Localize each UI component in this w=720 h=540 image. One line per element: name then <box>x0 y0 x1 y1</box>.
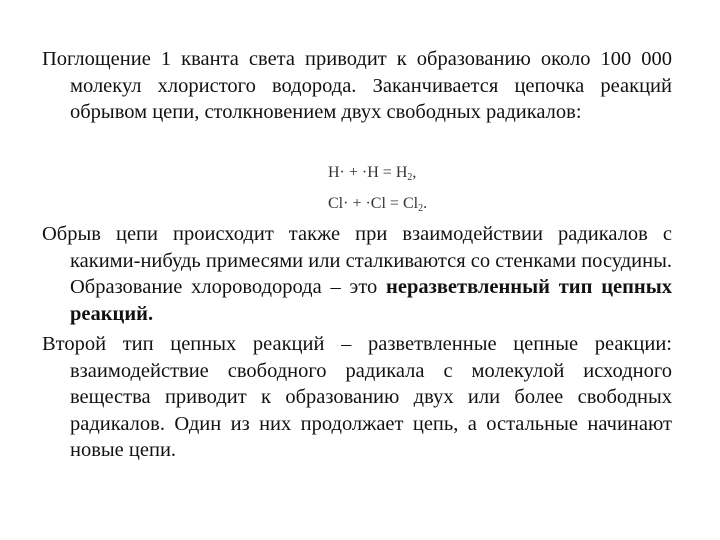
paragraph-branched-reactions <box>42 331 672 464</box>
equation-chlorine-subscript: 2 <box>418 203 424 214</box>
paragraph2-end: . <box>148 302 154 325</box>
paragraph2-bold-term: неразветвленный тип цепных реакций <box>70 276 672 325</box>
paragraph1-text: Поглощение 1 кванта света приводит к образованию около 100 000 молекул хлористого водорода. Заканчивается цепочка реакций обрывом цепи, столкновением двух свободных радикалов: <box>42 48 672 123</box>
equation-hydrogen-tail: , <box>412 164 417 181</box>
paragraph-impurities <box>42 221 672 327</box>
equation-chlorine-lhs: Cl· + ·Cl = Cl <box>328 195 419 212</box>
paragraph2-text: Обрыв цепи происходит также при взаимодействии радикалов с какими-нибудь примесями или сталкиваются со стенками посудины. Образование хлороводорода – это <box>42 223 672 298</box>
paragraph-chain-termination <box>42 46 672 126</box>
equation-hydrogen-lhs: H· + ·H = H <box>328 164 408 181</box>
equation-hydrogen-subscript: 2 <box>407 172 413 183</box>
paragraph3-text: Второй тип цепных реакций – разветвленные цепные реакции: взаимодействие свободного радикала с молекулой исходного вещества приводит к образованию двух или более свободных радикалов. Один из них продолжает цепь, а остальные начинают новые цепи. <box>42 333 672 461</box>
equation-chlorine-tail: . <box>423 195 428 212</box>
equation-chlorine <box>328 191 488 222</box>
equation-hydrogen <box>328 160 488 191</box>
equations-block <box>328 160 488 222</box>
